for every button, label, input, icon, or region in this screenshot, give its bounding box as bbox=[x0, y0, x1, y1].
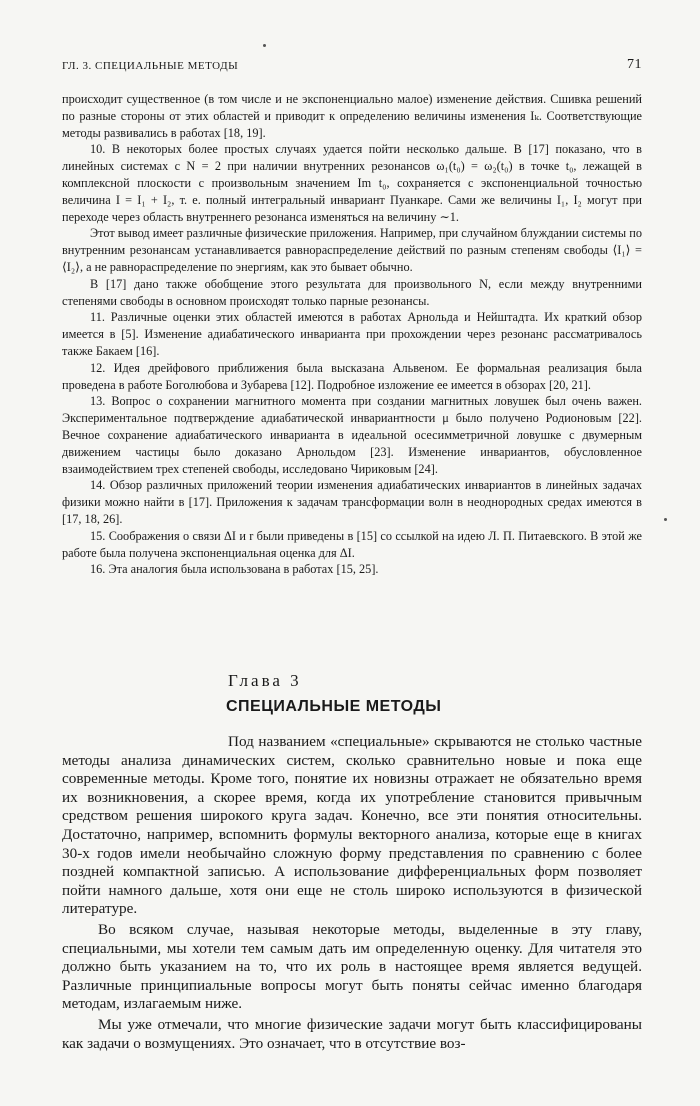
note-paragraph: В [17] дано также обобщение этого результата для произвольного N, если между внутренними степенями свободы в основном происходят только парные резонансы. bbox=[62, 276, 642, 308]
chapter-title: СПЕЦИАЛЬНЫЕ МЕТОДЫ bbox=[226, 698, 442, 715]
running-head bbox=[62, 57, 642, 77]
note-15: 15. Соображения о связи ΔI и r были приведены в [15] со ссылкой на идею Л. П. Питаевского. В этой же работе была получена экспоненциальная оценка для ΔI. bbox=[62, 528, 642, 560]
note-13: 13. Вопрос о сохранении магнитного момента при создании магнитных ловушек был очень важен. Экспериментальное подтверждение адиабатической инвариантности μ было получено Родионовым [22]. Вечное сохранение адиабатического инварианта в идеальной осесимметричной ловушке с двумерным движением частицы было доказано Арнольдом [23]. Изменение инвариантов, обусловленное взаимодействием трех степеней свободы, исследовано Чириковым [24]. bbox=[62, 394, 642, 476]
note-10: 10. В некоторых более простых случаях удается пойти несколько дальше. В [17] показано, что в линейных системах с N = 2 при наличии внутренних резонансов ω₁(t₀) = ω₂(t₀) в точке t₀, лежащей в комплексной плоскости с произвольным значением Im t₀, сохраняется с экспоненциальной точностью величина I = I₁ + I₂, т. е. полный интегральный инвариант Пуанкаре. Сами же величины I₁, I₂ могут при переходе через область внутреннего резонанса изменяться на величину ∼1. bbox=[62, 142, 642, 224]
page-number: 71 bbox=[627, 57, 642, 72]
scan-speck bbox=[263, 44, 266, 47]
note-11: 11. Различные оценки этих областей имеются в работах Арнольда и Нейштадта. Их краткий обзор имеется в [5]. Изменение адиабатического инварианта при прохождении через резонанс рассматривалось также Бакаем [16]. bbox=[62, 310, 642, 358]
note-14: 14. Обзор различных приложений теории изменения адиабатических инвариантов в линейных задачах физики можно найти в [17]. Приложения к задачам трансформации волн в неоднородных средах имеются в [17, 18, 26]. bbox=[62, 478, 642, 526]
chapter-notes bbox=[62, 91, 642, 578]
body-paragraph: Во всяком случае, называя некоторые методы, выделенные в эту главу, специальными, мы хотели тем самым дать им определенную оценку. Для читателя это должно быть указанием на то, что их роль в настоящее время является ведущей. Различные принципиальные вопросы могут быть поняты сейчас именно благодаря методам, излагаемым ниже. bbox=[62, 920, 642, 1013]
body-paragraph: Под названием «специальные» скрываются не столько частные методы анализа динамических систем, сколько сравнительно новые и пока еще современные методы. Кроме того, понятие их новизны отражает не обязательно время их возникновения, а скорее время, когда их употребление становится привычным средством решения широкого круга задач. Конечно, все эти понятия относительны. Достаточно, например, вспомнить формулы векторного анализа, которые еще в книгах 30-х годов имели необычайно сложную форму представления по сравнению с более поздней компактной записью. А использование дифференциальных форм позволяет пойти намного дальше, хотя они еще не столь широко используются в физической литературе. bbox=[62, 733, 642, 918]
body-paragraph: Мы уже отмечали, что многие физические задачи могут быть классифицированы как задачи о возмущениях. Это означает, что в отсутствие воз- bbox=[62, 1015, 642, 1052]
chapter-body bbox=[62, 733, 642, 1055]
chapter-number: Глава 3 bbox=[228, 671, 302, 690]
note-16: 16. Эта аналогия была использована в работах [15, 25]. bbox=[90, 562, 379, 577]
running-title: ГЛ. 3. СПЕЦИАЛЬНЫЕ МЕТОДЫ bbox=[62, 60, 239, 72]
note-12: 12. Идея дрейфового приближения была высказана Альвеном. Ее формальная реализация была проведена в работе Боголюбова и Зубарева [12]. Подробное изложение ее имеется в обзорах [20, 21]. bbox=[62, 360, 642, 392]
note-paragraph: происходит существенное (в том числе и не экспоненциально малое) изменение действия. Сшивка решений по разные стороны от этих областей и приводит к определению величины изменения Iₖ. Соответствующие методы развивались в работах [18, 19]. bbox=[62, 92, 642, 140]
note-paragraph: Этот вывод имеет различные физические приложения. Например, при случайном блуждании системы по внутренним резонансам устанавливается равнораспределение действий по разным степеням свободы ⟨I₁⟩ = ⟨I₂⟩, а не равнораспределение по энергиям, как это бывает обычно. bbox=[62, 226, 642, 274]
scan-speck bbox=[664, 518, 667, 521]
